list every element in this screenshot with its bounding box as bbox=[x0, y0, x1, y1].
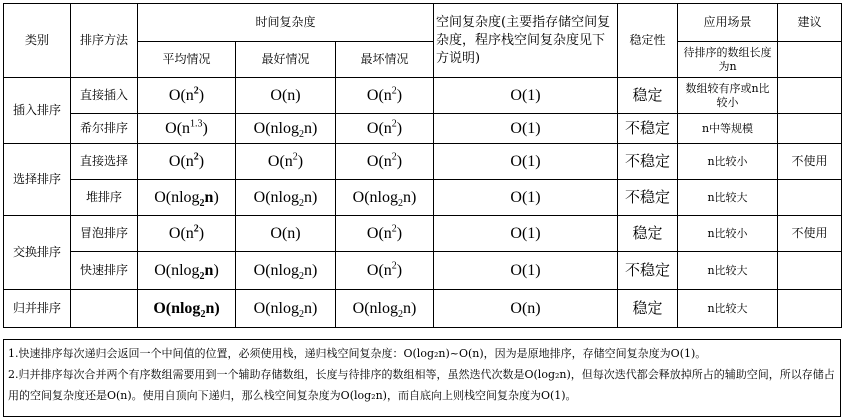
header-worst: 最坏情况 bbox=[336, 42, 434, 78]
row-method: 快速排序 bbox=[71, 252, 138, 290]
worst-complexity: $O(n^2)$ bbox=[336, 144, 434, 180]
category-merge: 归并排序 bbox=[4, 290, 71, 328]
best-complexity: O(n) bbox=[236, 216, 336, 252]
row-method: 堆排序 bbox=[71, 180, 138, 216]
row-advice bbox=[778, 114, 842, 144]
space-complexity: O(1) bbox=[434, 180, 618, 216]
worst-complexity: $O(n^2)$ bbox=[336, 252, 434, 290]
avg-complexity: $O(n^{1.3})$ bbox=[138, 114, 236, 144]
row-scenario: n比较大 bbox=[678, 252, 778, 290]
space-complexity: O(n) bbox=[434, 290, 618, 328]
row-scenario: n比较小 bbox=[678, 216, 778, 252]
worst-complexity: $O(n^2)$ bbox=[336, 114, 434, 144]
note-quicksort: 1.快速排序每次递归会返回一个中间值的位置，必须使用栈，递归栈空间复杂度：O(log₂n)~O(n)，因为是原地排序，存储空间复杂度为O(1)。 bbox=[8, 347, 707, 360]
sort-complexity-table bbox=[3, 3, 842, 328]
avg-complexity: O(nlog$_2$n) bbox=[138, 290, 236, 328]
header-stability: 稳定性 bbox=[618, 4, 678, 78]
row-stability: 不稳定 bbox=[618, 144, 678, 180]
row-scenario: n中等规模 bbox=[678, 114, 778, 144]
header-time: 时间复杂度 bbox=[138, 4, 434, 42]
avg-complexity: O(nlog$_2$n) bbox=[138, 180, 236, 216]
best-complexity: $O(n^2)$ bbox=[236, 144, 336, 180]
best-complexity: O(nlog$_2$n) bbox=[236, 114, 336, 144]
row-method: 冒泡排序 bbox=[71, 216, 138, 252]
row-advice: 不使用 bbox=[778, 144, 842, 180]
row-advice bbox=[778, 78, 842, 114]
header-advice-empty bbox=[778, 42, 842, 78]
header-best: 最好情况 bbox=[236, 42, 336, 78]
best-complexity: O(nlog$_2$n) bbox=[236, 252, 336, 290]
header-method: 排序方法 bbox=[71, 4, 138, 78]
row-method: 直接选择 bbox=[71, 144, 138, 180]
row-stability: 不稳定 bbox=[618, 180, 678, 216]
worst-complexity: $O(n^2)$ bbox=[336, 216, 434, 252]
header-scenario-note: 待排序的数组长度为n bbox=[678, 42, 778, 78]
row-advice bbox=[778, 252, 842, 290]
avg-complexity: $O(n^2)$ bbox=[138, 78, 236, 114]
note-mergesort: 2.归并排序每次合并两个有序数组需要用到一个辅助存储数组，长度与待排序的数组相等，虽然迭代次数是O(log₂n)，但每次迭代都会释放掉所占的辅助空间，所以存储占用的空间复杂度还是O(n)。使用自顶向下递归，那么栈空间复杂度为O(log₂n)，而自底向上则栈空间复杂度为O(1)。 bbox=[8, 368, 835, 402]
row-stability: 稳定 bbox=[618, 216, 678, 252]
best-complexity: O(nlog$_2$n) bbox=[236, 180, 336, 216]
worst-complexity: $O(n^2)$ bbox=[336, 78, 434, 114]
row-stability: 稳定 bbox=[618, 290, 678, 328]
row-advice: 不使用 bbox=[778, 216, 842, 252]
space-complexity: O(1) bbox=[434, 216, 618, 252]
best-complexity: O(n) bbox=[236, 78, 336, 114]
row-stability: 稳定 bbox=[618, 78, 678, 114]
category-exchange: 交换排序 bbox=[4, 216, 71, 290]
avg-complexity: $O(n^2)$ bbox=[138, 216, 236, 252]
row-advice bbox=[778, 290, 842, 328]
avg-complexity: $O(n^2)$ bbox=[138, 144, 236, 180]
category-selection: 选择排序 bbox=[4, 144, 71, 216]
row-advice bbox=[778, 180, 842, 216]
row-method: 直接插入 bbox=[71, 78, 138, 114]
best-complexity: O(nlog$_2$n) bbox=[236, 290, 336, 328]
header-advice: 建议 bbox=[778, 4, 842, 42]
row-scenario: 数组较有序或n比较小 bbox=[678, 78, 778, 114]
header-average: 平均情况 bbox=[138, 42, 236, 78]
row-scenario: n比较小 bbox=[678, 144, 778, 180]
space-complexity: O(1) bbox=[434, 114, 618, 144]
row-scenario: n比较大 bbox=[678, 180, 778, 216]
space-complexity: O(1) bbox=[434, 78, 618, 114]
row-stability: 不稳定 bbox=[618, 252, 678, 290]
header-category: 类别 bbox=[4, 4, 71, 78]
header-space: 空间复杂度(主要指存储空间复杂度，程序栈空间复杂度见下方说明) bbox=[434, 4, 618, 78]
row-method bbox=[71, 290, 138, 328]
row-method: 希尔排序 bbox=[71, 114, 138, 144]
row-scenario: n比较大 bbox=[678, 290, 778, 328]
category-insertion: 插入排序 bbox=[4, 78, 71, 144]
avg-complexity: O(nlog$_2$n) bbox=[138, 252, 236, 290]
space-complexity: O(1) bbox=[434, 144, 618, 180]
notes-box bbox=[3, 339, 841, 417]
worst-complexity: O(nlog$_2$n) bbox=[336, 180, 434, 216]
worst-complexity: O(nlog$_2$n) bbox=[336, 290, 434, 328]
space-complexity: O(1) bbox=[434, 252, 618, 290]
row-stability: 不稳定 bbox=[618, 114, 678, 144]
header-scenario: 应用场景 bbox=[678, 4, 778, 42]
